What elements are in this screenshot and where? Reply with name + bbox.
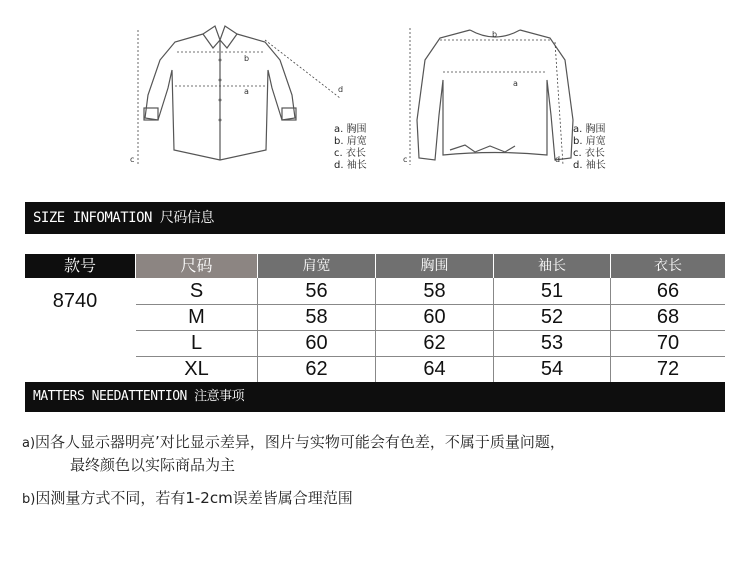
size-information-banner <box>25 202 725 234</box>
header-size: 尺码 <box>136 254 257 278</box>
legend-item: a. 胸围 <box>573 124 606 135</box>
chest-cell: 64 <box>423 358 446 380</box>
legend-item: d. 袖长 <box>334 160 367 171</box>
shirt-diagram <box>120 0 370 180</box>
table-row <box>136 330 725 356</box>
sleeve-cell: 51 <box>540 280 564 302</box>
legend-item: c. 衣长 <box>573 148 605 159</box>
dim-label-d: d <box>338 85 344 94</box>
header-sleeve: 袖长 <box>494 254 610 278</box>
table-row <box>136 278 725 304</box>
matters-attention-title: MATTERS NEEDATTENTION 注意事项 <box>33 389 245 404</box>
dim-label-d: d <box>555 155 561 164</box>
size-cell: S <box>189 280 204 302</box>
shoulder-cell: 60 <box>305 332 328 354</box>
header-style-no: 款号 <box>25 254 135 278</box>
legend-item: d. 袖长 <box>573 160 606 171</box>
header-chest: 胸围 <box>376 254 493 278</box>
dim-label-c: c <box>130 155 135 164</box>
sweater-legend <box>573 124 606 172</box>
shirt-legend <box>334 124 367 172</box>
dim-label-a: a <box>513 79 518 88</box>
shoulder-cell: 58 <box>305 306 328 328</box>
size-information-title: SIZE INFOMATION 尺码信息 <box>33 210 214 226</box>
note-marker: b) <box>22 492 36 507</box>
note-marker: a) <box>22 436 36 451</box>
table-row <box>136 304 725 330</box>
length-cell: 68 <box>656 306 680 328</box>
dim-label-b: b <box>492 30 498 39</box>
length-cell: 72 <box>656 358 680 380</box>
dim-label-a: a <box>244 87 249 96</box>
header-length: 衣长 <box>611 254 725 278</box>
length-cell: 70 <box>656 332 680 354</box>
style-number: 8740 <box>52 290 98 312</box>
matters-attention-banner <box>25 382 725 412</box>
legend-item: b. 肩宽 <box>573 136 606 147</box>
chest-cell: 62 <box>423 332 446 354</box>
note-text: 因测量方式不同，若有1-2cm误差皆属合理范围 <box>35 489 353 507</box>
length-cell: 66 <box>656 280 680 302</box>
size-cell: L <box>190 332 203 354</box>
shoulder-cell: 62 <box>305 358 328 380</box>
sleeve-cell: 53 <box>540 332 564 354</box>
sleeve-cell: 54 <box>540 358 564 380</box>
size-cell: M <box>188 306 205 328</box>
legend-item: b. 肩宽 <box>334 136 367 147</box>
legend-item: a. 胸围 <box>334 124 367 135</box>
sleeve-cell: 52 <box>540 306 564 328</box>
size-cell: XL <box>184 358 209 380</box>
chest-cell: 60 <box>423 306 446 328</box>
table-row <box>136 356 725 382</box>
legend-item: c. 衣长 <box>334 148 366 159</box>
note-a-continuation: 最终颜色以实际商品为主 <box>70 456 236 474</box>
note-a <box>22 431 565 455</box>
header-shoulder: 肩宽 <box>258 254 375 278</box>
chest-cell: 58 <box>423 280 446 302</box>
dim-label-c: c <box>403 155 408 164</box>
note-b <box>22 487 353 511</box>
dim-label-b: b <box>244 54 250 63</box>
note-text: 因各人显示器明亮’对比显示差异，图片与实物可能会有色差，不属于质量问题， <box>35 433 565 451</box>
shoulder-cell: 56 <box>305 280 328 302</box>
